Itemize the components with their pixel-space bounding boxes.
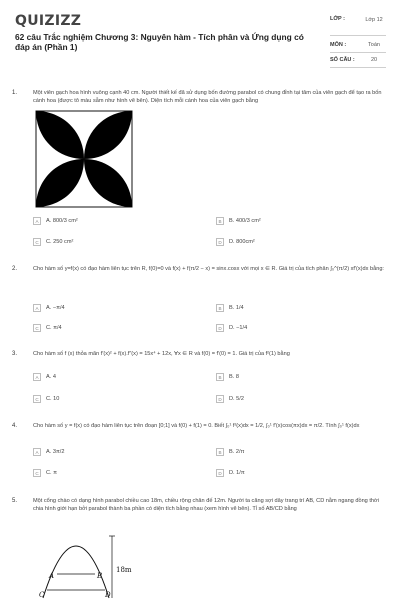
flower-tile-figure [35, 110, 133, 208]
option-d[interactable] [216, 323, 247, 333]
option-letter: A [33, 373, 41, 381]
option-d[interactable] [216, 468, 245, 478]
option-text: A. −π/4 [46, 305, 65, 311]
lop-label: LỚP : [330, 16, 345, 22]
option-text: C. π [46, 470, 58, 476]
parabola-gate-figure [34, 528, 144, 600]
question-text: Cho hàm số y = f(x) có đạo hàm liên tục trên đoạn [0;1] và f(0) + f(1) = 0. Biết ∫₀¹ f²(x)dx = 1/2, ∫₀¹ f′(x)cos(πx)dx = π/2. Tính ∫₀¹ f(x)dx [33, 423, 360, 429]
option-text: D. −1/4 [229, 325, 248, 331]
option-letter: C [33, 469, 41, 477]
option-letter: A [33, 304, 41, 312]
label-c: C [39, 591, 45, 599]
meta-divider [330, 67, 386, 68]
option-d[interactable] [216, 394, 244, 404]
meta-divider [330, 35, 386, 36]
option-c[interactable] [33, 323, 62, 333]
lop-value: Lớp 12 [365, 17, 383, 23]
option-letter: C [33, 238, 41, 246]
option-letter: B [216, 373, 224, 381]
option-a[interactable] [33, 447, 64, 457]
option-letter: D [216, 324, 224, 332]
mon-value: Toán [368, 42, 380, 48]
option-a[interactable] [33, 372, 56, 382]
option-b[interactable] [216, 303, 244, 313]
question-text: Một cổng chào có dạng hình parabol chiều cao 18m, chiều rộng chân đế 12m. Người ta căng sợi dây trang trí AB, CD nằm ngang đồng thời chia hình giới hạn bởi parabol thành ba phần có diện tích bằng nhau (xem hình vẽ bên). Tỉ số AB/CD bằng [33, 498, 379, 512]
header [0, 0, 400, 74]
option-a[interactable] [33, 303, 65, 313]
question-number: 5. [12, 498, 18, 504]
question-text: Cho hàm số f (x) thỏa mãn f′(x)² + f(x).f″(x) = 15x⁴ + 12x, ∀x ∈ R và f(0) = f′(0) = 1. Giá trị của f²(1) bằng [33, 351, 290, 357]
option-a[interactable] [33, 216, 78, 226]
label-b: B [97, 572, 103, 580]
option-letter: A [33, 217, 41, 225]
height-label: 18m [116, 566, 132, 574]
option-letter: D [216, 469, 224, 477]
option-letter: B [216, 304, 224, 312]
question-text: Một viên gạch hoa hình vuông cạnh 40 cm. Người thiết kế đã sử dụng bốn đường parabol có chung đỉnh tại tâm của viên gạch để tạo ra bốn cánh hoa (được tô màu sẫm như hình vẽ bên). Diện tích mỗi cánh hoa của viên gạch bằng [33, 90, 382, 104]
option-d[interactable] [216, 237, 255, 247]
label-a: A [49, 572, 55, 580]
option-letter: A [33, 448, 41, 456]
option-text: A. 3π/2 [46, 449, 65, 455]
option-text: D. 800cm² [229, 239, 255, 245]
quizizz-logo: QUIZIZZ [15, 13, 82, 29]
option-text: B. 2/π [229, 449, 245, 455]
option-text: B. 1/4 [229, 305, 244, 311]
option-letter: C [33, 395, 41, 403]
question-number: 3. [12, 351, 18, 357]
option-letter: C [33, 324, 41, 332]
option-letter: D [216, 395, 224, 403]
option-text: D. 5/2 [229, 396, 244, 402]
label-d: D [105, 591, 111, 599]
option-text: C. π/4 [46, 325, 62, 331]
option-letter: B [216, 217, 224, 225]
option-text: A. 4 [46, 374, 56, 380]
option-text: C. 10 [46, 396, 60, 402]
question-number: 1. [12, 90, 18, 96]
question-text: Cho hàm số y=f(x) có đạo hàm liên tục trên R, f(0)=0 và f(x) + f(π/2 − x) = sinx.cosx với mọi x ∈ R. Giá trị của tích phân ∫₀^(π/2) xf′(x)dx bằng: [33, 266, 384, 272]
option-letter: B [216, 448, 224, 456]
option-letter: D [216, 238, 224, 246]
meta-divider [330, 52, 386, 53]
mon-label: MÔN : [330, 42, 347, 48]
option-c[interactable] [33, 468, 57, 478]
socau-value: 20 [370, 57, 378, 63]
page-title: 62 câu Trắc nghiệm Chương 3: Nguyên hàm - Tích phân và Ứng dụng có đáp án (Phần 1) [15, 32, 304, 52]
question-number: 4. [12, 423, 18, 429]
socau-label: SỐ CÂU : [330, 57, 355, 63]
option-b[interactable] [216, 447, 244, 457]
option-b[interactable] [216, 216, 261, 226]
option-c[interactable] [33, 237, 73, 247]
option-text: B. 8 [229, 374, 239, 380]
question-number: 2. [12, 266, 18, 272]
option-text: C. 250 cm² [46, 239, 74, 245]
option-text: B. 400/3 cm² [229, 218, 261, 224]
option-text: A. 800/3 cm² [46, 218, 78, 224]
option-text: D. 1/π [229, 470, 245, 476]
option-c[interactable] [33, 394, 59, 404]
option-b[interactable] [216, 372, 239, 382]
